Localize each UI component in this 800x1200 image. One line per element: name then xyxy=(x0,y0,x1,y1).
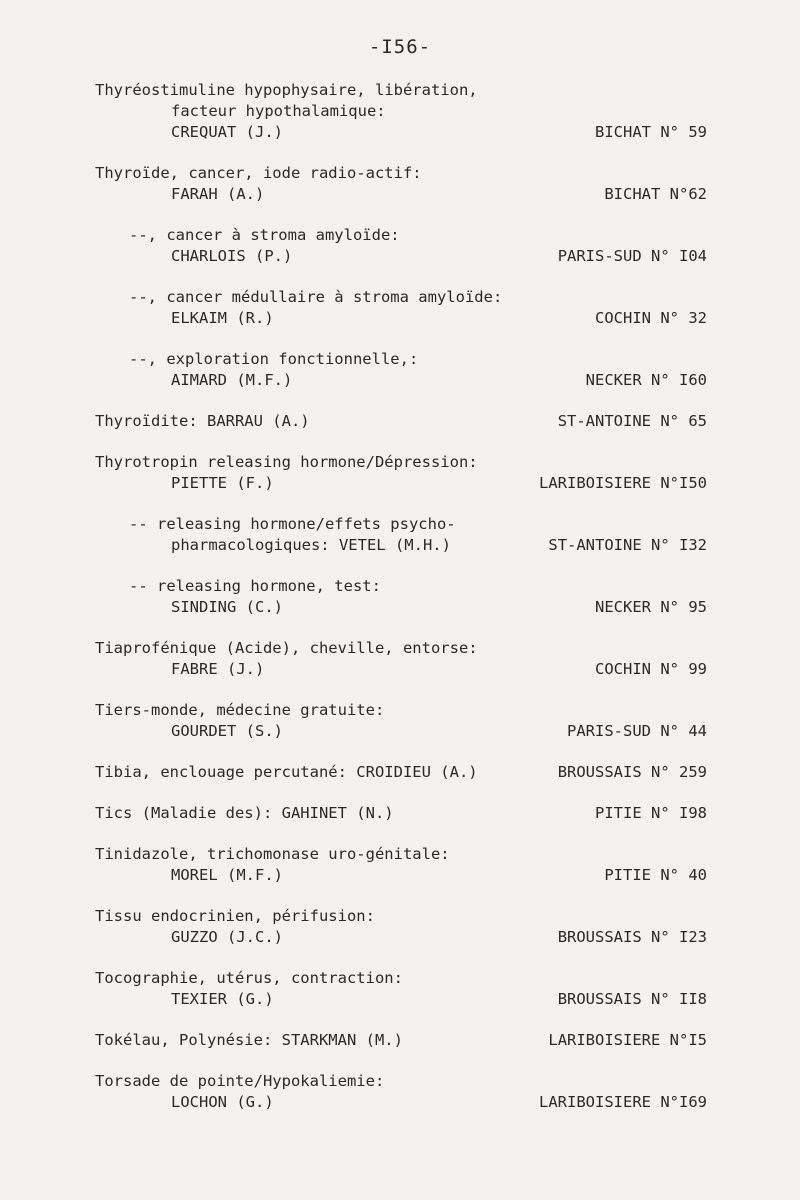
index-entry xyxy=(95,514,735,556)
entry-author: pharmacologiques: VETEL (M.H.) xyxy=(171,536,451,554)
entry-reference: COCHIN N° 32 xyxy=(595,309,707,327)
entry-reference: LARIBOISIERE N°I5 xyxy=(548,1031,707,1049)
entry-author: FABRE (J.) xyxy=(171,660,265,678)
index-entry xyxy=(95,287,735,329)
entry-reference: NECKER N° I60 xyxy=(585,371,707,389)
index-entry xyxy=(95,411,735,432)
entry-subject: Tissu endocrinien, périfusion: xyxy=(95,907,375,925)
index-entry xyxy=(95,80,735,143)
entry-subject: Thyrotropin releasing hormone/Dépression: xyxy=(95,453,478,471)
entry-reference: ST-ANTOINE N° I32 xyxy=(548,536,707,554)
entry-subject: Thyroïdite: BARRAU (A.) xyxy=(95,412,310,430)
entry-subject: Tinidazole, trichomonase uro-génitale: xyxy=(95,845,450,863)
index-entry xyxy=(95,906,735,948)
entry-subject: Thyréostimuline hypophysaire, libération, xyxy=(95,81,478,99)
entry-author: AIMARD (M.F.) xyxy=(171,371,293,389)
index-entry xyxy=(95,803,735,824)
index-entry xyxy=(95,638,735,680)
index-entry xyxy=(95,762,735,783)
index-entry xyxy=(95,225,735,267)
entry-reference: BICHAT N° 59 xyxy=(595,123,707,141)
entry-subject: Tibia, enclouage percutané: CROIDIEU (A.) xyxy=(95,763,478,781)
entry-subject: --, cancer médullaire à stroma amyloïde: xyxy=(129,288,503,306)
index-entry xyxy=(95,163,735,205)
entry-subject: -- releasing hormone, test: xyxy=(129,577,381,595)
index-entry xyxy=(95,844,735,886)
index-entry xyxy=(95,1071,735,1113)
index-entry xyxy=(95,1030,735,1051)
entry-author: FARAH (A.) xyxy=(171,185,265,203)
entry-author: MOREL (M.F.) xyxy=(171,866,283,884)
entry-reference: LARIBOISIERE N°I50 xyxy=(539,474,707,492)
page-number: -I56- xyxy=(368,36,432,58)
entry-author: TEXIER (G.) xyxy=(171,990,274,1008)
entry-reference: PARIS-SUD N° 44 xyxy=(567,722,707,740)
entry-reference: BROUSSAIS N° 259 xyxy=(557,763,707,781)
entry-reference: NECKER N° 95 xyxy=(595,598,707,616)
entry-reference: BICHAT N°62 xyxy=(604,185,707,203)
entry-subject: Tiers-monde, médecine gratuite: xyxy=(95,701,385,719)
entry-subject: Tics (Maladie des): GAHINET (N.) xyxy=(95,804,394,822)
index-entry xyxy=(95,576,735,618)
entry-subject: Tocographie, utérus, contraction: xyxy=(95,969,403,987)
index-entry xyxy=(95,700,735,742)
entry-author: LOCHON (G.) xyxy=(171,1093,274,1111)
entry-subject: --, cancer à stroma amyloïde: xyxy=(129,226,400,244)
entry-reference: PITIE N° I98 xyxy=(595,804,707,822)
entry-subject: --, exploration fonctionnelle,: xyxy=(129,350,419,368)
entry-author: GUZZO (J.C.) xyxy=(171,928,283,946)
entry-author: GOURDET (S.) xyxy=(171,722,283,740)
entry-subject: -- releasing hormone/effets psycho- xyxy=(129,515,456,533)
entry-subject: Tokélau, Polynésie: STARKMAN (M.) xyxy=(95,1031,403,1049)
entry-reference: PITIE N° 40 xyxy=(604,866,707,884)
entry-reference: BROUSSAIS N° II8 xyxy=(557,990,707,1008)
index-entry xyxy=(95,349,735,391)
entry-author: CHARLOIS (P.) xyxy=(171,247,293,265)
entry-reference: PARIS-SUD N° I04 xyxy=(557,247,707,265)
index-entry xyxy=(95,968,735,1010)
entry-subject: Torsade de pointe/Hypokaliemie: xyxy=(95,1072,385,1090)
entry-author: facteur hypothalamique: xyxy=(171,102,386,120)
entry-reference: BROUSSAIS N° I23 xyxy=(557,928,707,946)
entry-author: SINDING (C.) xyxy=(171,598,283,616)
entry-author: CREQUAT (J.) xyxy=(171,123,283,141)
entry-author: PIETTE (F.) xyxy=(171,474,274,492)
entry-subject: Tiaprofénique (Acide), cheville, entorse: xyxy=(95,639,478,657)
index-entry xyxy=(95,452,735,494)
entry-author: ELKAIM (R.) xyxy=(171,309,274,327)
index-entries xyxy=(95,80,735,1133)
entry-reference: ST-ANTOINE N° 65 xyxy=(557,412,707,430)
entry-subject: Thyroïde, cancer, iode radio-actif: xyxy=(95,164,422,182)
entry-reference: LARIBOISIERE N°I69 xyxy=(539,1093,707,1111)
entry-reference: COCHIN N° 99 xyxy=(595,660,707,678)
